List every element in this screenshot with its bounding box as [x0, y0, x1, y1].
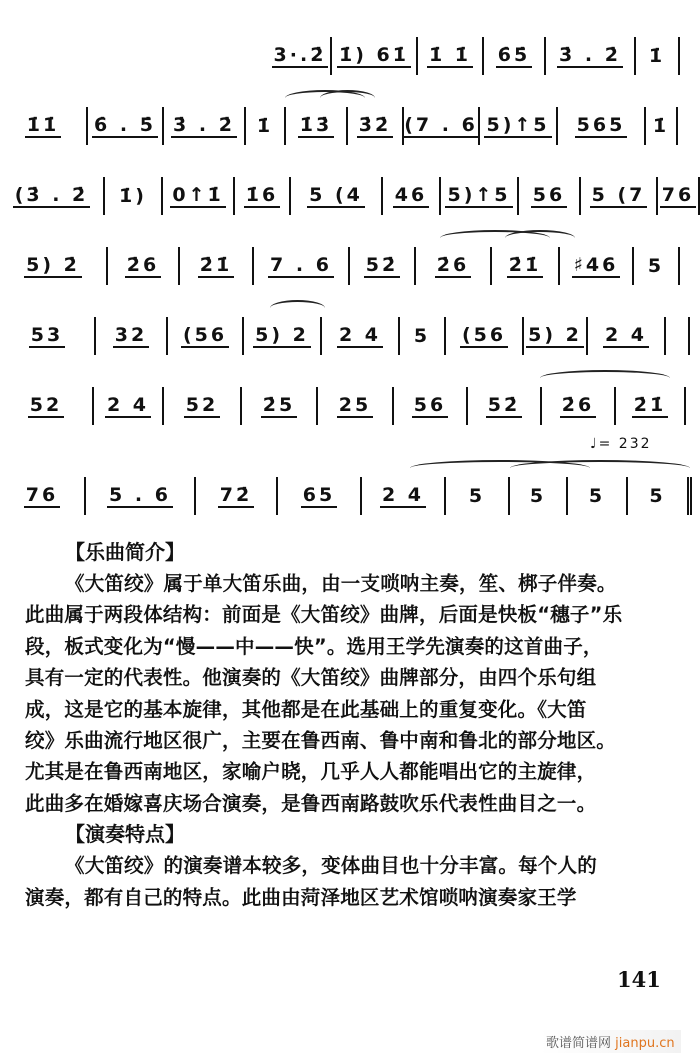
measure	[362, 477, 446, 515]
note-group: 5) 2̇	[26, 253, 80, 276]
note-group: 7 . 6	[270, 253, 332, 276]
note-group: 5)↑5	[486, 113, 550, 136]
measure	[383, 177, 441, 215]
measure	[242, 387, 318, 425]
measure	[96, 317, 168, 355]
note-group: 56	[532, 183, 566, 206]
note-group: 5	[468, 484, 486, 507]
note-group: 2̇6	[126, 253, 160, 276]
measure	[636, 37, 680, 75]
note-group: 6̇5̇	[497, 43, 531, 66]
measure	[616, 387, 686, 425]
measure	[286, 107, 348, 145]
text-line: 演奏，都有自己的特点。此曲由菏泽地区艺术馆唢呐演奏家王学	[25, 885, 577, 909]
note-group: 2 4	[338, 323, 382, 346]
measure	[558, 107, 646, 145]
note-group: 0↑1̇	[172, 183, 224, 206]
intro-paragraph	[25, 568, 690, 819]
slur-mark	[270, 300, 325, 316]
note-group: 52̇	[365, 253, 399, 276]
text-line: 此曲属于两段体结构：前面是《大笛绞》曲牌，后面是快板“穗子”乐	[25, 603, 623, 627]
performance-paragraph	[25, 850, 690, 913]
measure	[400, 317, 446, 355]
note-group: 5)↑5	[447, 183, 511, 206]
measure	[86, 477, 196, 515]
section-title-performance: 【演奏特点】	[65, 822, 185, 847]
page-number: 141	[617, 967, 661, 992]
score-row	[0, 298, 700, 368]
blank-measure	[0, 37, 270, 75]
note-group: 5	[413, 324, 431, 347]
note-group: 53	[30, 323, 64, 346]
note-group: 1̇)	[119, 184, 147, 207]
measure	[108, 247, 180, 285]
note-group: 76	[661, 183, 695, 206]
note-group: 2 4	[604, 323, 648, 346]
note-group: 5	[588, 484, 606, 507]
measure	[168, 317, 244, 355]
note-group: 5 (7	[591, 183, 646, 206]
measure	[484, 37, 546, 75]
measure	[196, 477, 278, 515]
note-group: (3̇ . 2̇	[14, 183, 89, 206]
measure	[270, 37, 332, 75]
measure	[105, 177, 163, 215]
measure	[628, 477, 692, 515]
measure	[0, 387, 94, 425]
measure	[446, 477, 510, 515]
watermark-cn: 歌谱简谱网	[546, 1036, 612, 1051]
measure	[246, 107, 286, 145]
score-row	[0, 228, 700, 298]
measure	[350, 247, 416, 285]
measure	[0, 477, 86, 515]
note-group: 52	[29, 393, 63, 416]
measure	[568, 477, 628, 515]
measure	[546, 37, 636, 75]
note-group: 2 4	[381, 483, 425, 506]
note-group: 2̇1̇	[633, 393, 667, 416]
measure	[164, 387, 242, 425]
note-group: 72̇	[219, 483, 253, 506]
note-group: 5	[649, 484, 666, 507]
measure	[235, 177, 291, 215]
note-group: 5 . 6	[109, 483, 171, 506]
watermark	[540, 1030, 681, 1053]
note-group: 32	[114, 323, 148, 346]
measure	[542, 387, 616, 425]
measure	[646, 107, 678, 145]
note-group: 2̇6	[561, 393, 595, 416]
note-group	[675, 336, 679, 337]
note-group: 1̇	[648, 44, 666, 67]
tempo-marking: ♩= 232	[590, 436, 652, 452]
slur-mark	[540, 370, 670, 386]
note-group: 565	[576, 113, 626, 136]
text-line: 《大笛绞》的演奏谱本较多，变体曲目也十分丰富。每个人的	[65, 854, 597, 878]
measure	[88, 107, 164, 145]
measure	[588, 317, 666, 355]
text-line: 具有一定的代表性。他演奏的《大笛绞》曲牌部分，由四个乐句组	[25, 666, 597, 690]
measure	[416, 247, 492, 285]
measure	[480, 107, 558, 145]
measure	[510, 477, 568, 515]
text-line: 此曲多在婚嫁喜庆场合演奏，是鲁西南路鼓吹乐代表性曲目之一。	[25, 791, 597, 815]
note-group: 2̇1̇	[508, 253, 542, 276]
note-group: 2 4	[106, 393, 150, 416]
measure	[394, 387, 468, 425]
section-title-intro: 【乐曲简介】	[65, 540, 185, 564]
measure	[560, 247, 634, 285]
measure-group	[0, 176, 700, 216]
note-group: 5) 2	[528, 323, 582, 346]
measure-group	[0, 36, 700, 76]
note-group: 3̇ . 2̇	[173, 113, 235, 136]
measure	[468, 387, 542, 425]
text-line: 尤其是在鲁西南地区，家喻户晓，几乎人人都能唱出它的主旋律，	[25, 760, 597, 784]
slur-mark	[505, 230, 575, 246]
note-group: 52	[185, 393, 219, 416]
measure	[0, 247, 108, 285]
note-group: 1̇ 1̇	[428, 43, 472, 66]
measure	[244, 317, 322, 355]
text-line: 《大笛绞》属于单大笛乐曲，由一支唢呐主奏，笙、梆子伴奏。	[65, 572, 617, 595]
note-group: 3̇2̇	[358, 113, 392, 136]
note-group: (56	[182, 323, 228, 346]
note-group: 1̇	[652, 114, 670, 137]
measure	[0, 317, 96, 355]
note-group: 56	[413, 393, 447, 416]
note-group: ♯46	[573, 253, 619, 276]
measure-group	[0, 106, 700, 146]
measure	[322, 317, 400, 355]
note-group: 2̇1̇	[199, 253, 233, 276]
measure	[634, 247, 680, 285]
note-group	[133, 56, 137, 57]
measure-group	[0, 316, 700, 356]
watermark-site: jianpu.cn	[615, 1036, 675, 1051]
section-intro	[25, 537, 690, 913]
note-group: 1̇6	[245, 183, 279, 206]
measure	[163, 177, 235, 215]
note-group: 52̇	[487, 393, 521, 416]
note-group: (7 . 6	[404, 113, 478, 136]
measure	[94, 387, 164, 425]
measure	[164, 107, 246, 145]
note-group: 1̇	[256, 114, 274, 137]
measure	[492, 247, 560, 285]
measure	[332, 37, 418, 75]
measure	[524, 317, 588, 355]
measure	[418, 37, 484, 75]
note-group: (56	[461, 323, 507, 346]
note-group: 65	[302, 483, 336, 506]
measure	[254, 247, 350, 285]
measure	[404, 107, 480, 145]
measure	[441, 177, 519, 215]
measure	[0, 177, 105, 215]
measure	[291, 177, 383, 215]
measure	[581, 177, 658, 215]
slur-mark	[510, 460, 690, 476]
note-group: 1̇) 61̇	[339, 43, 409, 66]
note-group: 76	[25, 483, 59, 506]
score-row	[0, 18, 700, 88]
note-group: 25	[338, 393, 372, 416]
slur-mark	[320, 90, 375, 106]
measure	[519, 177, 581, 215]
note-group: 3̇ . 2̇	[559, 43, 621, 66]
text-line: 段，板式变化为“慢——中——快”。选用王学先演奏的这首曲子，	[25, 634, 603, 658]
note-group: 5	[529, 484, 547, 507]
note-group: 2̇6	[436, 253, 470, 276]
measure	[318, 387, 394, 425]
note-group: 2̇5	[262, 393, 296, 416]
note-group: 5	[647, 254, 665, 277]
note-group: 3·.2̇	[273, 43, 327, 66]
note-group: 1̇1̇	[26, 113, 60, 136]
measure	[0, 107, 88, 145]
text-line: 成，这是它的基本旋律，其他都是在此基础上的重复变化。《大笛	[25, 697, 587, 721]
measure	[666, 317, 690, 355]
measure-group	[0, 386, 700, 426]
text-line: 绞》乐曲流行地区很广，主要在鲁西南、鲁中南和鲁北的部分地区。	[25, 728, 617, 752]
measure-group	[0, 246, 700, 286]
measure	[446, 317, 524, 355]
note-group: 5 (4	[309, 183, 363, 206]
score-row	[0, 158, 700, 228]
measure	[658, 177, 700, 215]
measure	[348, 107, 404, 145]
measure-group	[0, 476, 700, 516]
note-group: 1̇3̇	[299, 113, 333, 136]
note-group: 5) 2	[255, 323, 309, 346]
measure	[180, 247, 254, 285]
note-group: 46	[394, 183, 428, 206]
note-group: 6̇ . 5̇	[94, 113, 156, 136]
measure	[278, 477, 362, 515]
